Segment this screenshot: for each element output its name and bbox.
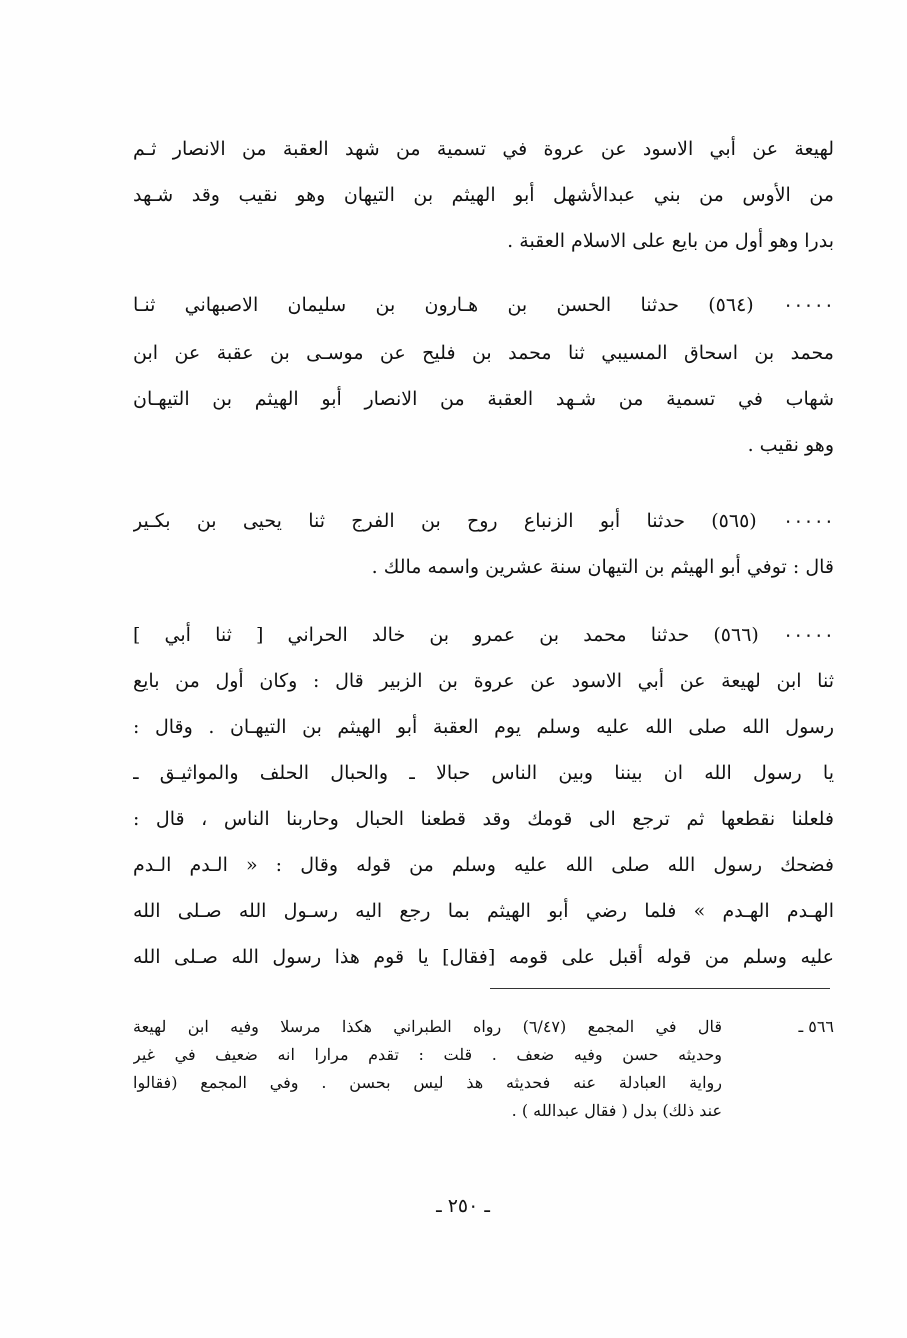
body-text-line: من الأوس من بني عبدالأشهل أبو الهيثم بن التيهان وهو نقيب وقد شـهد [133,184,834,206]
footnote-number: ٥٦٦ ـ [798,1017,834,1036]
hadith-564-line: محمد بن اسحاق المسيبي ثنا محمد بن فليح عن موسـى بن عقبة عن ابن [133,342,834,364]
hadith-566-line: ثنا ابن لهيعة عن أبي الاسود عن عروة بن الزبير قال : وكان أول من بايع [133,670,834,692]
hadith-565-line: قال : توفي أبو الهيثم بن التيهان سنة عشرين واسمه مالك . [371,556,834,578]
hadith-566-line: رسول الله صلى الله عليه وسلم يوم العقبة أبو الهيثم بن التيهـان . وقال : [133,716,834,738]
hadith-565-line: ٠٠٠٠٠ (٥٦٥) حدثنا أبو الزنباع روح بن الفرج ثنا يحيى بن بكـير [133,510,834,532]
footnote-line: وحديثه حسن وفيه ضعف . قلت : تقدم مرارا انه ضعيف في غير [133,1045,722,1064]
footnote-line: قال في المجمع (٦/٤٧) رواه الطبراني هكذا مرسلا وفيه ابن لهيعة [133,1017,722,1036]
hadith-566-line: الهـدم الهـدم » فلما رضي أبو الهيثم بما رجع اليه رسـول الله صـلى الله [133,900,834,922]
hadith-564-line: شهاب في تسمية من شـهد العقبة من الانصار أبو الهيثم بن التيهـان [133,388,834,410]
footnote-line: رواية العبادلة عنه فحديثه هذ ليس بحسن . وفي المجمع (فقالوا [133,1073,722,1092]
page-number: ـ ٢٥٠ ـ [436,1195,490,1217]
body-text-line: بدرا وهو أول من بايع على الاسلام العقبة . [507,230,834,252]
footnote-separator [490,988,830,989]
body-text-line: لهيعة عن أبي الاسود عن عروة في تسمية من شهد العقبة من الانصار ثـم [133,138,834,160]
hadith-566-line: فضحك رسول الله صلى الله عليه وسلم من قوله وقال : « الـدم الـدم [133,854,834,876]
footnote-line: عند ذلك) بدل ( فقال عبدالله ) . [511,1101,722,1120]
hadith-564-line: وهو نقيب . [747,434,834,456]
hadith-566-line: يا رسول الله ان بيننا وبين الناس حبالا ـ والحبال الحلف والمواثيـق ـ [133,762,834,784]
hadith-566-line: فلعلنا نقطعها ثم ترجع الى قومك وقد قطعنا الحبال وحاربنا الناس ، قال : [133,808,834,830]
hadith-566-line: عليه وسلم من قوله أقبل على قومه [فقال] يا قوم هذا رسول الله صـلى الله [133,946,834,968]
hadith-564-line: ٠٠٠٠٠ (٥٦٤) حدثنا الحسن بن هـارون بن سليمان الاصبهاني ثنـا [133,294,834,316]
hadith-566-line: ٠٠٠٠٠ (٥٦٦) حدثنا محمد بن عمرو بن خالد الحراني [ ثنا أبي ] [133,624,834,646]
